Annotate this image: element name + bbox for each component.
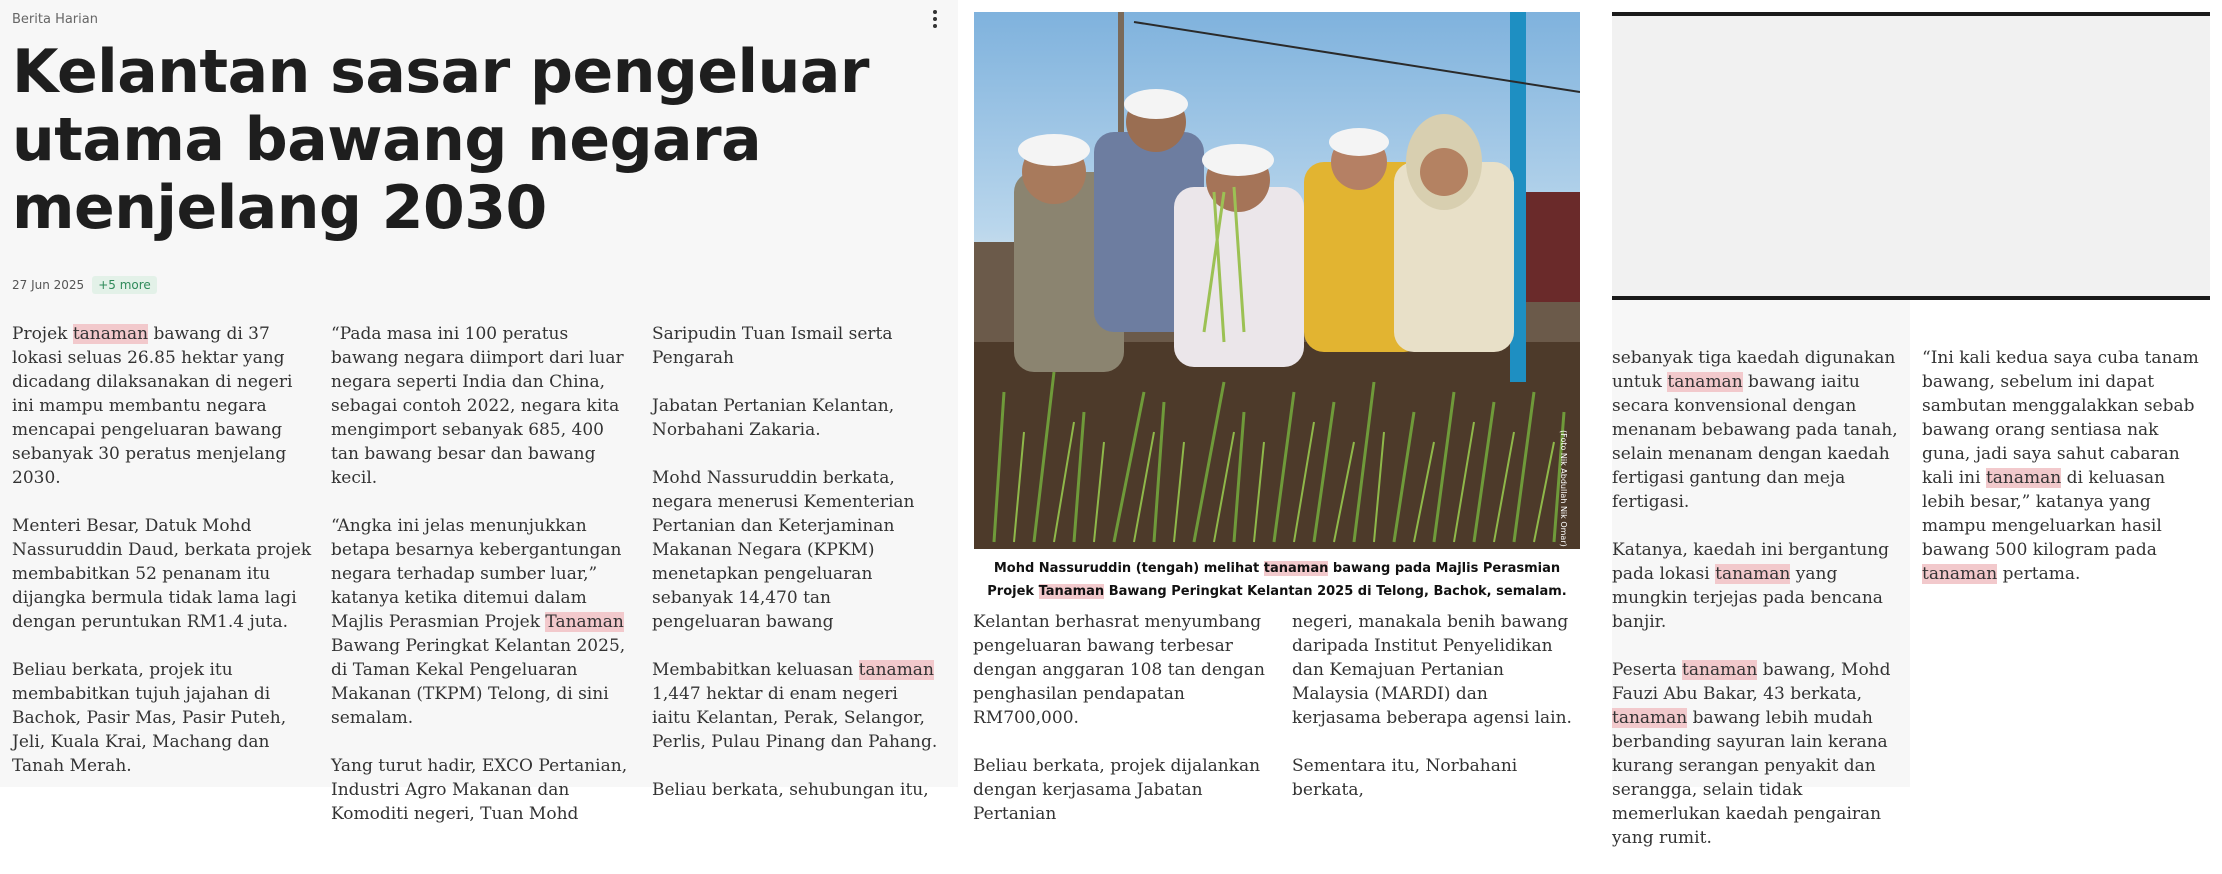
- text-run: Katanya, kaedah ini bergantung pada lokasi: [1612, 540, 1890, 584]
- text-run: Menteri Besar, Datuk Mohd Nassuruddin Daud, berkata projek membabitkan 52 penanam itu dijangka bermula tidak lama lagi dengan peruntukan RM1.4 juta.: [12, 516, 312, 632]
- photo-caption: [974, 557, 1580, 603]
- paragraph: [652, 394, 938, 442]
- text-run: Beliau berkata, projek dijalankan dengan kerjasama Jabatan Pertanian: [973, 756, 1261, 824]
- text-run: bawang, Mohd Fauzi Abu Bakar, 43 berkata,: [1612, 660, 1891, 704]
- text-run: Jabatan Pertanian Kelantan, Norbahani Zakaria.: [652, 396, 895, 440]
- search-highlight: tanaman: [1263, 561, 1329, 576]
- paragraph: [331, 754, 637, 826]
- text-run: di keluasan lebih besar,” katanya yang mampu mengeluarkan hasil bawang 500 kilogram pada: [1922, 468, 2166, 560]
- paragraph: [652, 658, 938, 754]
- text-run: Mohd Nassuruddin berkata, negara menerusi Kementerian Pertanian dan Keterjaminan Makanan Negara (KPKM) menetapkan pengeluaran sebanyak 14,470 tan pengeluaran bawang: [652, 468, 915, 632]
- search-highlight: tanaman: [1985, 468, 2062, 488]
- text-run: Bawang Peringkat Kelantan 2025, di Taman Kekal Pengeluaran Makanan (TKPM) Telong, di sini semalam.: [331, 636, 626, 728]
- article-column-7: [1922, 346, 2212, 610]
- paragraph: [973, 610, 1283, 730]
- paragraph: [652, 778, 938, 802]
- more-sources-badge[interactable]: +5 more: [92, 276, 157, 294]
- text-run: Bawang Peringkat Kelantan 2025 di Telong, Bachok, semalam.: [1104, 584, 1567, 599]
- article-column-5: [1292, 610, 1582, 826]
- paragraph: [1292, 610, 1582, 730]
- more-options-icon[interactable]: [930, 10, 940, 28]
- text-run: yang mungkin terjejas pada bencana banjir.: [1612, 564, 1883, 632]
- paragraph: [652, 322, 938, 370]
- search-highlight: tanaman: [72, 324, 149, 344]
- text-run: Beliau berkata, projek itu membabitkan tujuh jajahan di Bachok, Pasir Mas, Pasir Puteh, Jeli, Kuala Krai, Machang dan Tanah Merah.: [12, 660, 287, 776]
- text-run: Beliau berkata, sehubungan itu,: [652, 780, 929, 800]
- text-run: Sementara itu, Norbahani berkata,: [1292, 756, 1518, 800]
- paragraph: [331, 322, 637, 490]
- paragraph: [1612, 658, 1908, 850]
- text-run: Kelantan berhasrat menyumbang pengeluaran bawang terbesar dengan anggaran 108 tan dengan penghasilan pendapatan RM700,000.: [973, 612, 1265, 728]
- image-placeholder: [1612, 12, 2210, 300]
- search-highlight: tanaman: [1922, 564, 1998, 584]
- text-run: “Angka ini jelas menunjukkan betapa besarnya kebergantungan negara terhadap sumber luar,” katanya ketika ditemui dalam Majlis Perasmian Projek: [331, 516, 622, 632]
- text-run: Yang turut hadir, EXCO Pertanian, Industri Agro Makanan dan Komoditi negeri, Tuan Mohd: [331, 756, 628, 824]
- publish-date: 27 Jun 2025: [12, 278, 85, 292]
- article-column-1: [12, 322, 312, 802]
- article-column-3: [652, 322, 938, 826]
- article-column-6: [1612, 346, 1908, 874]
- search-highlight: tanaman: [858, 660, 934, 680]
- text-run: bawang di 37 lokasi seluas 26.85 hektar yang dicadang dilaksanakan di negeri ini mampu membantu negara mencapai pengeluaran bawang sebanyak 30 peratus menjelang 2030.: [12, 324, 293, 488]
- paragraph: [973, 754, 1283, 826]
- search-highlight: tanaman: [1715, 564, 1791, 584]
- search-highlight: tanaman: [1667, 372, 1743, 392]
- source-name: Berita Harian: [12, 12, 98, 27]
- paragraph: [1922, 346, 2212, 586]
- paragraph: [12, 658, 312, 778]
- article-meta: [12, 276, 157, 294]
- paragraph: [331, 514, 637, 730]
- text-run: bawang pada Majlis Perasmian Projek: [987, 561, 1561, 599]
- text-run: Mohd Nassuruddin (tengah) melihat: [993, 561, 1264, 576]
- paragraph: [12, 322, 312, 490]
- text-run: Saripudin Tuan Ismail serta Pengarah: [652, 324, 893, 368]
- text-run: pertama.: [1997, 564, 2081, 584]
- article-column-4: [973, 610, 1283, 850]
- article-column-2: [331, 322, 637, 850]
- text-run: Membabitkan keluasan: [652, 660, 859, 680]
- text-run: sebanyak tiga kaedah digunakan untuk: [1612, 348, 1896, 392]
- text-run: bawang iaitu secara konvensional dengan menanam bebawang pada tanah, selain menanam dengan kaedah fertigasi gantung dan meja fertigasi.: [1612, 372, 1898, 512]
- text-run: “Ini kali kedua saya cuba tanam bawang, sebelum ini dapat sambutan menggalakkan sebab bawang orang sentiasa nak guna, jadi saya sahut cabaran kali ini: [1922, 348, 2199, 488]
- text-run: Peserta: [1612, 660, 1683, 680]
- text-run: 1,447 hektar di enam negeri iaitu Kelantan, Perak, Selangor, Perlis, Pulau Pinang dan Pahang.: [652, 684, 938, 752]
- paragraph: [1292, 754, 1582, 802]
- search-highlight: Tanaman: [1038, 584, 1105, 599]
- paragraph: [1612, 538, 1908, 634]
- headline: Kelantan sasar pengeluar utama bawang negara menjelang 2030: [12, 37, 869, 243]
- search-highlight: tanaman: [1612, 708, 1688, 728]
- photo-illustration: [974, 12, 1580, 549]
- photo-credit: (Foto Nik Abdullah Nik Omar): [1559, 430, 1568, 547]
- text-run: “Pada masa ini 100 peratus bawang negara diimport dari luar negara seperti India dan China, sebagai contoh 2022, negara kita mengimport sebanyak 685, 400 tan bawang besar dan bawang kecil.: [331, 324, 624, 488]
- paragraph: [652, 466, 938, 634]
- text-run: bawang lebih mudah berbanding sayuran lain kerana kurang serangan penyakit dan serangga, selain tidak memerlukan kaedah pengairan yang rumit.: [1612, 708, 1888, 848]
- article-photo: [974, 12, 1580, 549]
- search-highlight: Tanaman: [545, 612, 624, 632]
- search-highlight: tanaman: [1682, 660, 1758, 680]
- text-run: Projek: [12, 324, 73, 344]
- paragraph: [12, 514, 312, 634]
- text-run: negeri, manakala benih bawang daripada Institut Penyelidikan dan Kemajuan Pertanian Malaysia (MARDI) dan kerjasama beberapa agensi lain.: [1292, 612, 1572, 728]
- paragraph: [1612, 346, 1908, 514]
